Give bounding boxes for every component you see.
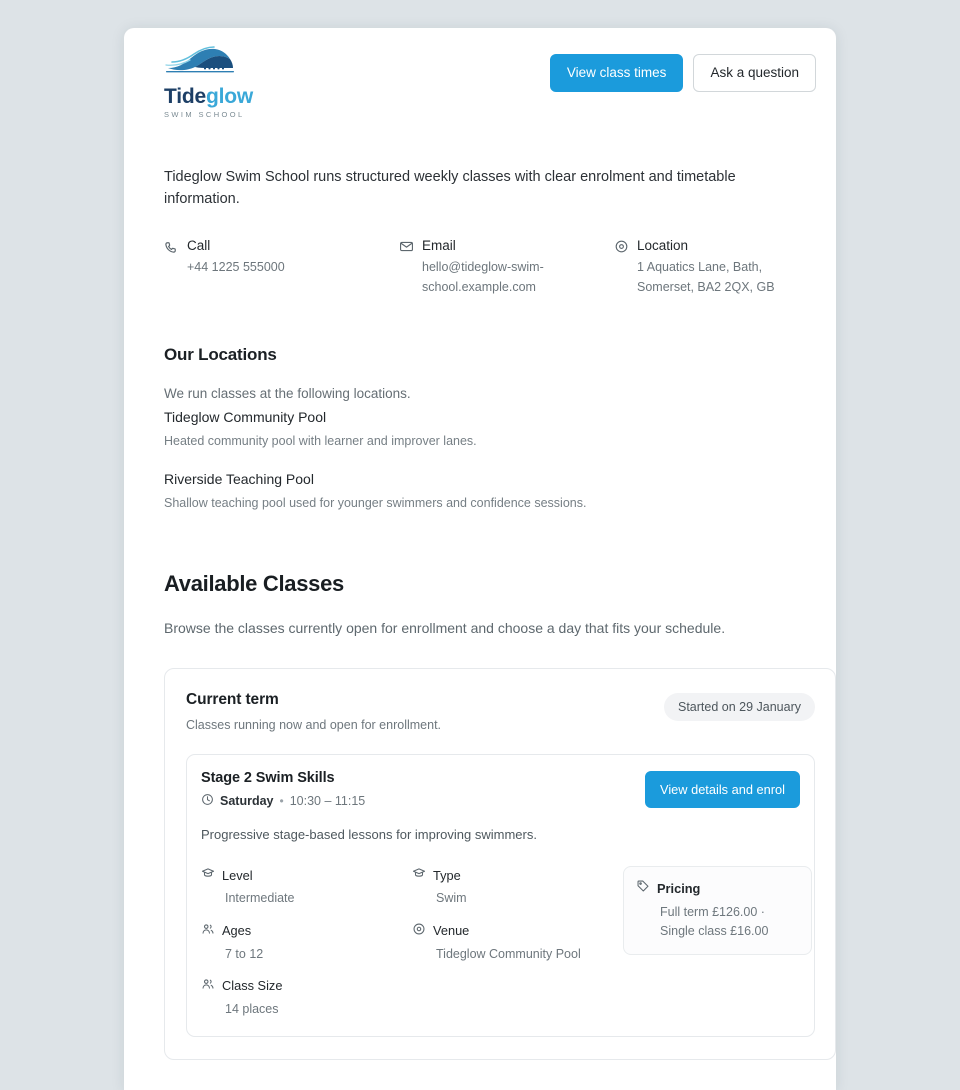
fact-label-ages: Ages [222,923,252,939]
brand-name-part-2: glow [206,85,254,108]
contact-item-call [164,237,399,297]
location-name: Tideglow Community Pool [164,409,327,426]
fact-value-class-size: 14 places [225,1001,279,1016]
fact-venue [412,922,623,963]
location-description: Heated community pool with learner and improver lanes. [164,433,477,448]
location-name: Riverside Teaching Pool [164,471,314,488]
fact-label-venue: Venue [433,923,470,939]
location-description: Shallow teaching pool used for younger swimmers and confidence sessions. [164,496,587,511]
intro-section [144,167,816,297]
view-class-times-button[interactable]: View class times [550,54,684,92]
class-description: Progressive stage-based lessons for improving swimmers. [201,826,537,842]
pricing-label: Pricing [657,881,701,897]
envelope-icon [399,239,414,259]
location-item [164,407,796,450]
contact-label-call: Call [187,237,211,253]
brand-logo-block[interactable] [144,46,253,119]
fact-ages [201,922,412,963]
fact-type [412,866,623,907]
contact-label-email: Email [422,237,456,253]
brand-wordmark [164,86,253,108]
locations-subtitle: We run classes at the following locations. [164,385,411,401]
available-classes-lead: Browse the classes currently open for enrollment and choose a day that fits your schedule. [164,619,726,636]
tag-icon [636,879,650,898]
people-icon [201,922,215,941]
intro-text: Tideglow Swim School runs structured weekly classes with clear enrolment and timetable information. [164,169,736,207]
term-subtitle: Classes running now and open for enrollment. [186,717,442,732]
fact-value-level: Intermediate [225,891,295,906]
fact-value-type: Swim [436,891,467,906]
wave-logo-icon [164,46,253,85]
class-card [186,754,815,1037]
fact-value-venue: Tideglow Community Pool [436,946,581,961]
pricing-value: Full term £126.00 · Single class £16.00 [660,905,769,938]
contact-value-email: hello@tideglow-swim-school.example.com [422,259,544,294]
class-facts-column-right [412,866,623,1017]
contact-value-location: 1 Aquatics Lane, Bath, Somerset, BA2 2QX, GB [637,259,775,294]
pricing-box [623,866,812,954]
fact-class-size [201,977,412,1018]
fact-level [201,866,412,907]
phone-icon [164,239,179,259]
view-details-and-enrol-button[interactable]: View details and enrol [645,771,800,808]
classes-section [144,571,816,639]
people-icon [201,977,215,996]
contact-label-location: Location [637,237,689,253]
fact-value-ages: 7 to 12 [225,946,264,961]
graduation-cap-icon [201,866,215,885]
class-title: Stage 2 Swim Skills [201,769,335,786]
locations-title: Our Locations [164,344,277,364]
location-pin-icon [614,239,629,259]
header-actions [550,46,816,92]
class-day: Saturday [220,793,274,808]
brand-tagline: SWIM SCHOOL [164,110,245,120]
contact-grid [164,237,796,297]
contact-item-location [614,237,796,297]
fact-label-class-size: Class Size [222,978,283,994]
term-status-badge: Started on 29 January [664,693,815,721]
class-separator: • [279,793,284,808]
class-facts-column-left [201,866,412,1017]
class-header [201,770,800,809]
ask-a-question-button[interactable]: Ask a question [693,54,816,92]
graduation-cap-icon [412,866,426,885]
location-pin-icon [412,922,426,941]
available-classes-title: Available Classes [164,570,344,596]
contact-value-call: +44 1225 555000 [187,259,285,274]
locations-section [144,345,816,513]
clock-icon [201,793,214,809]
current-term-card [164,668,836,1060]
class-schedule [201,793,365,809]
contact-item-email [399,237,614,297]
brand-name-part-1: Tide [164,85,206,108]
page-card [124,28,836,1090]
site-header [144,28,816,119]
term-header [186,691,815,732]
location-item [164,469,796,512]
class-details-body [201,866,800,1017]
class-time: 10:30 – 11:15 [289,793,366,808]
fact-label-type: Type [433,868,461,884]
term-title: Current term [186,690,279,708]
fact-label-level: Level [222,868,253,884]
